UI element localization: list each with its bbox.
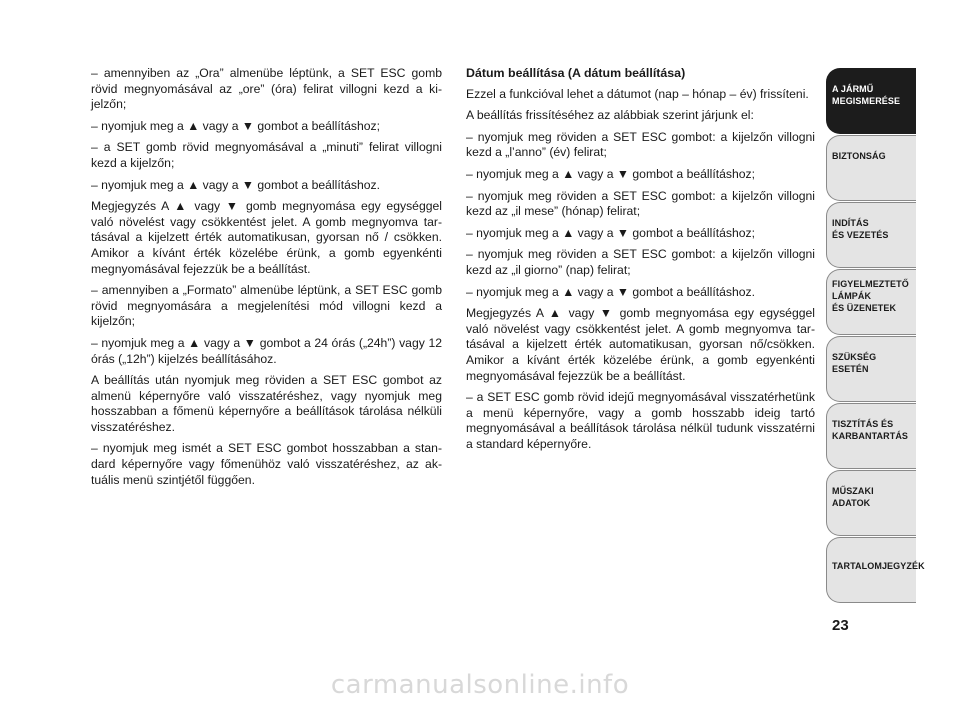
tab-label-line: SZÜKSÉG [832, 352, 877, 362]
left-paragraph: – nyomjuk meg a ▲ vagy a ▼ gombot a 24 órás („24h”) vagy 12 órás („12h”) kijelzés beállításához. [91, 335, 442, 366]
tab-szukseg-eseten[interactable] [826, 336, 916, 402]
right-paragraph: – nyomjuk meg a ▲ vagy a ▼ gombot a beállításhoz; [466, 166, 756, 181]
right-paragraph: – nyomjuk meg röviden a SET ESC gombot: a kijelzőn villogni kezd az „il mese” (hónap) felirat; [466, 188, 815, 219]
tab-label-line: LÁMPÁK [832, 291, 872, 301]
tab-a-jarmu-megismerese[interactable] [826, 68, 916, 134]
left-paragraph: – nyomjuk meg a ▲ vagy a ▼ gombot a beállításhoz; [91, 118, 381, 133]
right-column [466, 66, 815, 458]
right-paragraph: – nyomjuk meg a ▲ vagy a ▼ gombot a beállításhoz. [466, 284, 756, 299]
left-paragraph: – amennyiben a „Formato” almenübe léptünk, a SET ESC gomb rövid megnyomására a megjelenítési mód villogni kezd a kijelzőn; [91, 283, 442, 329]
tab-label-line: MEGISMERÉSE [832, 96, 901, 106]
tab-label-line: ÉS VEZETÉS [832, 230, 889, 240]
right-paragraph: Ezzel a funkcióval lehet a dátumot (nap – hónap – év) frissíteni. [466, 86, 809, 101]
right-paragraph: – nyomjuk meg a ▲ vagy a ▼ gombot a beállításhoz; [466, 225, 756, 240]
left-paragraph: Megjegyzés A ▲ vagy ▼ gomb megnyomása egy egységgel való növelést vagy csökkentést jelet. A gomb megnyomva tartásával a kijelzett érték automatikusan, gyorsan nő / csökken. Amikor a kívánt érték közelébe érünk, a gomb egyenkénti megnyomásával fejezzük be a beállítást. [91, 199, 442, 276]
left-paragraph: – amennyiben az „Ora” almenübe léptünk, a SET ESC gomb rövid megnyomásával az „ore” (óra) felirat villogni kezd a kijelzőn; [91, 66, 442, 112]
left-paragraph: A beállítás után nyomjuk meg röviden a SET ESC gombot az almenü képernyőre való visszatéréshez, vagy nyomjuk meg hosszabban a főmenü képernyőre a beállítások tárolása nélküli visszatéréshez. [91, 373, 442, 434]
right-paragraph: Megjegyzés A ▲ vagy ▼ gomb megnyomása egy egységgel való növelést vagy csökkentést jelet. A gomb megnyomva tartásával a kijelzett érték automatikusan, gyorsan nő/csökken. Amikor a kívánt érték közelébe érünk, a gomb egyenkénti megnyomásával fejezzük be a beállítást. [466, 306, 815, 383]
tab-tartalomjegyzek[interactable] [826, 537, 925, 603]
left-paragraph: – nyomjuk meg ismét a SET ESC gombot hosszabban a standard képernyőre vagy főmenühöz való visszatéréshez, az aktuális menü szintjétől függően. [91, 441, 442, 487]
tab-label-line: TISZTÍTÁS ÉS [832, 419, 894, 429]
chapter-tabs [826, 68, 925, 604]
right-paragraph: – nyomjuk meg röviden a SET ESC gombot: a kijelzőn villogni kezd az „il giorno” (nap) felirat; [466, 247, 815, 277]
left-column [91, 66, 442, 494]
tab-label-line: ADATOK [832, 498, 871, 508]
page-number: 23 [832, 617, 849, 634]
right-paragraph: A beállítás frissítéséhez az alábbiak szerint járjunk el: [466, 108, 754, 123]
tab-label-line: FIGYELMEZTETŐ [832, 279, 909, 289]
left-paragraph: – nyomjuk meg a ▲ vagy a ▼ gombot a beállításhoz. [91, 177, 381, 192]
tab-label-line: INDÍTÁS [832, 218, 869, 228]
section-heading: Dátum beállítása (A dátum beállítása) [466, 66, 686, 80]
tab-inditas-es-vezetes[interactable] [826, 202, 916, 268]
watermark: carmanualsonline.info [330, 670, 630, 700]
right-paragraph: – nyomjuk meg röviden a SET ESC gombot: a kijelzőn villogni kezd a „l’anno” (év) felirat; [466, 129, 815, 160]
tab-label-line: KARBANTARTÁS [832, 431, 909, 441]
tab-label-line: ESETÉN [832, 364, 869, 374]
tab-label-line: A JÁRMŰ [832, 84, 874, 94]
tab-label-line: ÉS ÜZENETEK [832, 303, 897, 313]
tab-muszaki-adatok[interactable] [826, 470, 916, 536]
tab-tisztitas-es-karbantartas[interactable] [826, 403, 916, 469]
tab-biztonsag[interactable] [826, 135, 916, 201]
tab-figyelmezteto-lampak[interactable] [826, 269, 916, 335]
tab-label-line: BIZTONSÁG [832, 151, 886, 161]
left-paragraph: – a SET gomb rövid megnyomásával a „minuti” felirat villogni kezd a kijelzőn; [91, 140, 442, 170]
tab-label-line: TARTALOMJEGYZÉK [832, 561, 925, 571]
tab-label-line: MŰSZAKI [832, 486, 874, 496]
right-paragraph: – a SET ESC gomb rövid idejű megnyomásával visszatérhetünk a menü képernyőre, vagy a gomb hosszabb ideig tartó megnyomásával a beállítások tárolása nélkül tudunk visszatérni a standard képernyőre. [466, 390, 815, 451]
